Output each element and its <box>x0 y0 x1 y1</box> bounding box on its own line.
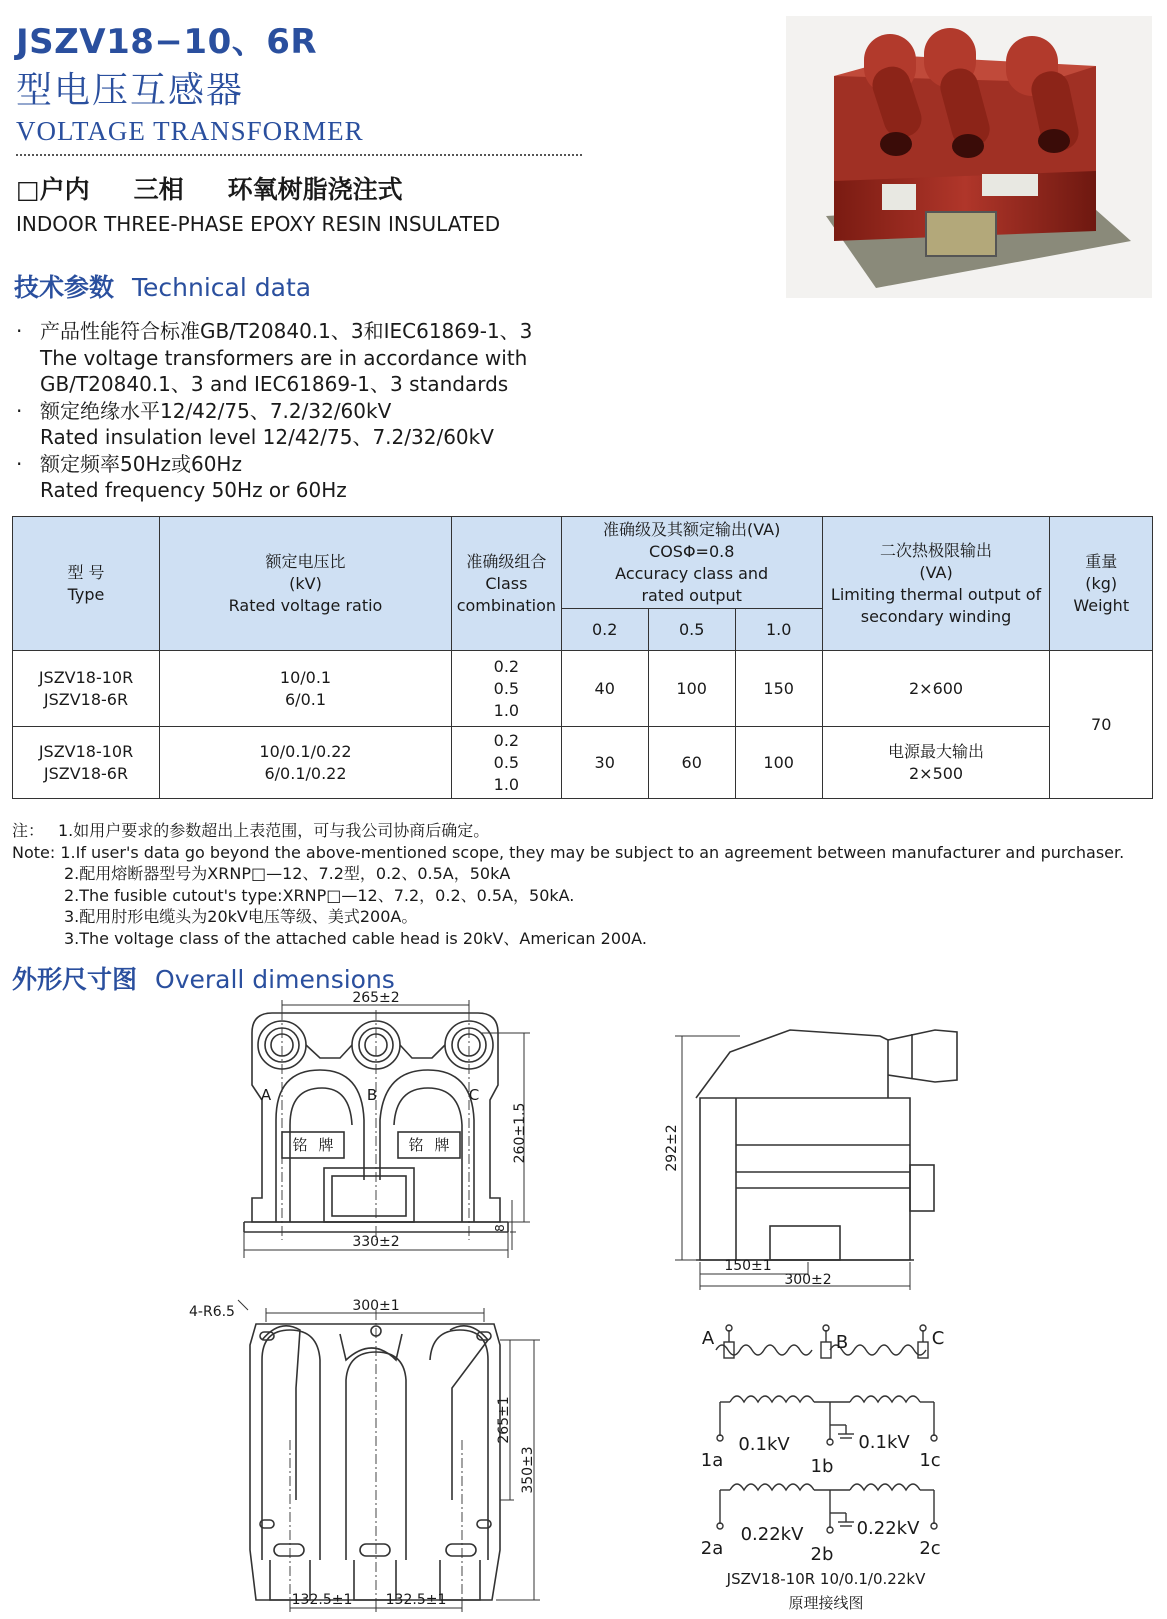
cell-class: 0.2 0.5 1.0 <box>452 651 562 727</box>
nameplate-char-2: 牌 <box>318 1136 334 1154</box>
product-title-en: VOLTAGE TRANSFORMER <box>16 116 364 146</box>
cell-type: JSZV18-10R JSZV18-6R <box>13 651 160 727</box>
terminal-2b: 2b <box>810 1544 834 1565</box>
terminal-2a: 2a <box>700 1538 724 1559</box>
terminal-b-label: B <box>835 1332 849 1353</box>
cell-v10: 150 <box>735 651 822 727</box>
cell-v02: 40 <box>561 651 648 727</box>
terminal-2c: 2c <box>919 1538 941 1559</box>
title-divider <box>16 154 582 156</box>
header-class: 准确级组合 Class combination <box>452 517 562 651</box>
bullet-insulation-en: Rated insulation level 12/42/75、7.2/32/60kV <box>40 425 494 449</box>
header-acc-05: 0.5 <box>648 609 735 651</box>
bullet-insulation: · 额定绝缘水平12/42/75、7.2/32/60kV <box>16 398 392 423</box>
terminal-c-label: C <box>931 1328 945 1349</box>
wiring-caption: JSZV18-10R 10/0.1/0.22kV <box>726 1570 926 1588</box>
nameplate-char-1: 铭 <box>408 1136 424 1154</box>
cell-thermal: 电源最大输出 2×500 <box>822 727 1050 799</box>
winding-1-voltage-left: 0.1kV <box>738 1434 790 1455</box>
bottom-height-2-label: 350±3 <box>520 1446 536 1494</box>
dimension-drawings <box>0 990 1167 1619</box>
bottom-pitch-2-label: 132.5±1 <box>385 1592 447 1608</box>
bottom-holes-label: 4-R6.5 <box>189 1304 235 1320</box>
phase-a-label: A <box>260 1086 272 1104</box>
cell-v05: 100 <box>648 651 735 727</box>
header-acc-10: 1.0 <box>735 609 822 651</box>
product-photo <box>786 16 1152 298</box>
phase-c-label: C <box>468 1086 480 1104</box>
terminal-1a: 1a <box>700 1450 724 1471</box>
note-line: 注： 1.如用户要求的参数超出上表范围，可与我公司协商后确定。 <box>12 821 490 840</box>
cell-ratio: 10/0.1/0.22 6/0.1/0.22 <box>160 727 452 799</box>
note-line: Note: 1.If user's data go beyond the above-mentioned scope, they may be subject to an agreement between manufacturer and purchaser. <box>12 842 1125 862</box>
features-en: INDOOR THREE-PHASE EPOXY RESIN INSULATED <box>16 212 501 236</box>
winding-2-voltage-right: 0.22kV <box>856 1518 920 1539</box>
cell-ratio: 10/0.1 6/0.1 <box>160 651 452 727</box>
cell-class: 0.2 0.5 1.0 <box>452 727 562 799</box>
side-offset-label: 150±1 <box>724 1258 772 1274</box>
front-base-thickness-label: 8 <box>493 1224 507 1232</box>
cell-thermal: 2×600 <box>822 651 1050 727</box>
side-view <box>675 1030 957 1290</box>
bullet-frequency: · 额定频率50Hz或60Hz <box>16 451 242 476</box>
bottom-hole-span-label: 300±1 <box>352 1298 400 1314</box>
terminal-1b: 1b <box>810 1456 834 1477</box>
cell-v10: 100 <box>735 727 822 799</box>
front-top-width-label: 265±2 <box>352 990 400 1006</box>
header-thermal: 二次热极限输出 (VA) Limiting thermal output of secondary winding <box>822 517 1050 651</box>
nameplate-char-1: 铭 <box>292 1136 308 1154</box>
wiring-caption-cn: 原理接线图 <box>788 1594 864 1612</box>
cell-type: JSZV18-10R JSZV18-6R <box>13 727 160 799</box>
bullet-frequency-en: Rated frequency 50Hz or 60Hz <box>40 478 347 502</box>
specifications-table <box>12 516 1153 799</box>
cell-v05: 60 <box>648 727 735 799</box>
bottom-view <box>238 1300 540 1612</box>
terminal-1c: 1c <box>919 1450 941 1471</box>
feature-indoor: □户内 <box>16 175 90 204</box>
tech-bullets <box>16 318 532 504</box>
technical-data-heading: 技术参数 Technical data <box>14 273 312 302</box>
nameplate-char-2: 牌 <box>434 1136 450 1154</box>
bottom-pitch-1-label: 132.5±1 <box>291 1592 353 1608</box>
side-height-label: 292±2 <box>664 1124 680 1172</box>
wiring-diagram <box>716 1325 937 1533</box>
feature-three-phase: 三相 <box>133 175 184 204</box>
dimensions-heading: 外形尺寸图 Overall dimensions <box>12 965 395 994</box>
cell-v02: 30 <box>561 727 648 799</box>
header-ratio: 额定电压比 (kV) Rated voltage ratio <box>160 517 452 651</box>
header-weight: 重量 (kg) Weight <box>1050 517 1153 651</box>
bullet-standard-en-2: GB/T20840.1、3 and IEC61869-1、3 standards <box>40 372 509 396</box>
cell-weight: 70 <box>1050 651 1153 799</box>
bottom-height-1-label: 265±1 <box>496 1396 512 1444</box>
terminal-a-label: A <box>701 1328 715 1349</box>
header-accuracy: 准确级及其额定输出(VA) COSΦ=0.8 Accuracy class and rated output <box>561 517 822 609</box>
feature-epoxy: 环氧树脂浇注式 <box>227 175 403 204</box>
phase-b-label: B <box>366 1086 378 1104</box>
product-title-cn: 型电压互感器 <box>16 70 245 111</box>
note-line: 2.The fusible cutout's type:XRNP□—12、7.2，0.2、0.5A，50kA. <box>64 885 575 905</box>
note-line: 3.The voltage class of the attached cable head is 20kV、American 200A. <box>64 928 647 948</box>
header-type: 型 号 Type <box>13 517 160 651</box>
table-row <box>13 727 1153 799</box>
note-line: 2.配用熔断器型号为XRNP□—12、7.2型，0.2、0.5A，50kA <box>64 864 511 883</box>
features-cn <box>16 170 447 206</box>
note-line: 3.配用肘形电缆头为20kV电压等级、美式200A。 <box>64 907 418 926</box>
winding-2-voltage-left: 0.22kV <box>740 1524 804 1545</box>
table-header-row <box>13 517 1153 609</box>
header-acc-02: 0.2 <box>561 609 648 651</box>
table-row <box>13 651 1153 727</box>
notes <box>12 820 1124 949</box>
side-length-label: 300±2 <box>784 1272 832 1288</box>
winding-1-voltage-right: 0.1kV <box>858 1432 910 1453</box>
bullet-standard: · 产品性能符合标准GB/T20840.1、3和IEC61869-1、3 <box>16 319 533 343</box>
model-title: JSZV18−10、6R <box>16 22 318 62</box>
front-height-label: 260±1.5 <box>512 1102 528 1164</box>
bullet-standard-en-1: The voltage transformers are in accordance with <box>40 345 528 370</box>
front-base-width-label: 330±2 <box>352 1234 400 1250</box>
